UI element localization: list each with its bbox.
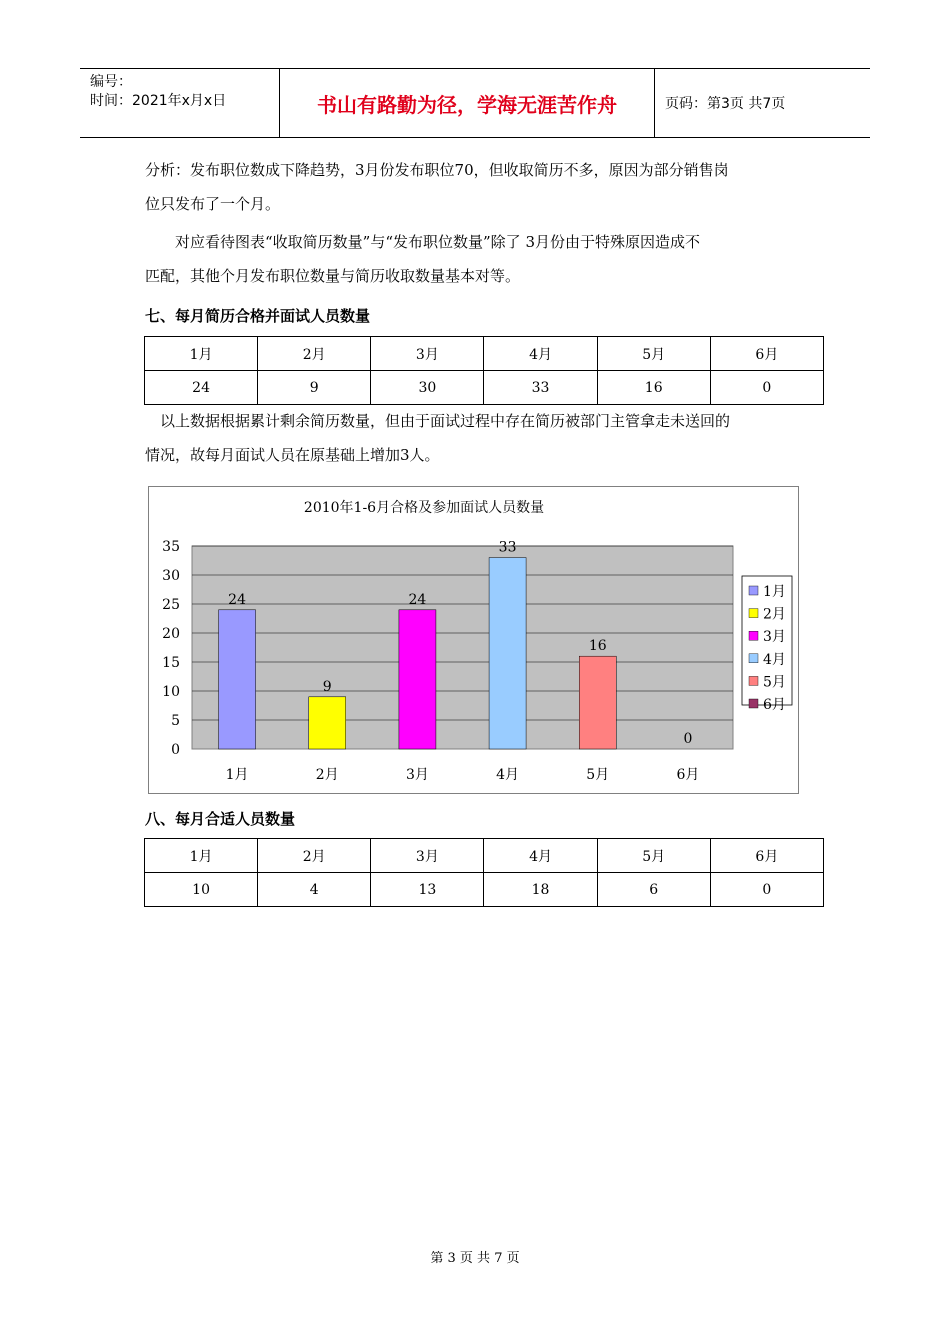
x-tick-label: 3月 xyxy=(405,767,429,783)
header-number: 编号： xyxy=(90,74,132,90)
table-header-cell: 5月 xyxy=(597,839,710,873)
x-tick-label: 4月 xyxy=(496,767,520,783)
data-label: 0 xyxy=(683,731,693,747)
legend-label: 2月 xyxy=(763,606,786,623)
y-tick-label: 10 xyxy=(162,684,180,700)
table-cell: 33 xyxy=(484,371,597,405)
y-tick-label: 20 xyxy=(162,626,180,642)
table-cell: 16 xyxy=(597,371,710,405)
table-row xyxy=(145,873,824,907)
bar xyxy=(579,656,616,749)
y-tick-label: 15 xyxy=(162,655,180,671)
table-cell: 24 xyxy=(145,371,258,405)
comparison-paragraph xyxy=(145,225,810,293)
y-tick-label: 35 xyxy=(162,539,180,555)
plot-area xyxy=(192,546,733,749)
table-header-cell: 6月 xyxy=(710,337,823,371)
data-label: 33 xyxy=(498,539,517,556)
table-header-cell: 3月 xyxy=(371,839,484,873)
table-header-cell: 4月 xyxy=(484,337,597,371)
table-header-cell: 4月 xyxy=(484,839,597,873)
y-tick-label: 0 xyxy=(171,742,180,758)
section7-table xyxy=(144,336,824,405)
table-header-cell: 1月 xyxy=(145,337,258,371)
paragraph-line: 以上数据根据累计剩余简历数量，但由于面试过程中存在简历被部门主管拿走未送回的 xyxy=(160,412,731,430)
page-footer: 第 3 页 共 7 页 xyxy=(430,1251,520,1266)
table-cell: 4 xyxy=(258,873,371,907)
legend-label: 5月 xyxy=(763,674,786,691)
section7-title: 七、每月简历合格并面试人员数量 xyxy=(145,307,371,325)
header-date: 时间：2021年x月x日 xyxy=(90,93,227,109)
data-label: 9 xyxy=(322,678,332,695)
paragraph-line: 情况，故每月面试人员在原基础上增加3人。 xyxy=(145,446,440,464)
x-tick-label: 2月 xyxy=(315,767,339,783)
x-tick-label: 5月 xyxy=(586,767,610,783)
table-cell: 0 xyxy=(710,371,823,405)
table-header-cell: 3月 xyxy=(371,337,484,371)
bar xyxy=(399,610,436,749)
paragraph-line: 对应看待图表“收取简历数量”与“发布职位数量”除了 3月份由于特殊原因造成不 xyxy=(175,233,700,251)
page-header xyxy=(80,68,870,138)
legend-swatch xyxy=(749,609,758,618)
legend-label: 3月 xyxy=(763,629,786,646)
legend-label: 6月 xyxy=(763,697,786,713)
y-tick-label: 5 xyxy=(171,713,180,729)
bar xyxy=(219,610,256,749)
data-label: 24 xyxy=(228,591,246,608)
table-header-cell: 2月 xyxy=(258,337,371,371)
x-tick-label: 6月 xyxy=(676,767,700,783)
header-meta xyxy=(80,69,280,137)
bar xyxy=(489,558,526,749)
y-tick-label: 30 xyxy=(162,568,180,584)
table-header-cell: 5月 xyxy=(597,337,710,371)
analysis-paragraph xyxy=(145,153,810,221)
chart-title: 2010年1-6月合格及参加面试人员数量 xyxy=(303,500,545,516)
table-header-cell: 6月 xyxy=(710,839,823,873)
table-cell: 9 xyxy=(258,371,371,405)
y-tick-label: 25 xyxy=(162,597,180,613)
paragraph-line: 匹配，其他个月发布职位数量与简历收取数量基本对等。 xyxy=(145,267,521,285)
table-header-row xyxy=(145,839,824,873)
note-paragraph xyxy=(145,404,810,472)
legend-label: 1月 xyxy=(763,584,786,600)
header-motto: 书山有路勤为径，学海无涯苦作舟 xyxy=(280,69,655,137)
table-cell: 6 xyxy=(597,873,710,907)
section8-title: 八、每月合适人员数量 xyxy=(145,810,296,828)
x-tick-label: 1月 xyxy=(225,767,249,783)
legend-swatch xyxy=(749,699,758,708)
table-cell: 30 xyxy=(371,371,484,405)
table-cell: 18 xyxy=(484,873,597,907)
bar xyxy=(309,697,346,749)
table-header-cell: 1月 xyxy=(145,839,258,873)
legend-swatch xyxy=(749,654,758,663)
table-row xyxy=(145,371,824,405)
interview-chart xyxy=(148,486,799,794)
paragraph-line: 位只发布了一个月。 xyxy=(145,195,281,213)
legend-label: 4月 xyxy=(763,651,786,668)
header-page-info: 页码：第3页 共7页 xyxy=(665,96,786,112)
table-header-cell: 2月 xyxy=(258,839,371,873)
legend-swatch xyxy=(749,676,758,685)
data-label: 16 xyxy=(588,638,607,655)
data-label: 24 xyxy=(408,591,427,608)
table-cell: 0 xyxy=(710,873,823,907)
section8-table xyxy=(144,838,824,907)
paragraph-line: 分析：发布职位数成下降趋势，3月份发布职位70，但收取简历不多，原因为部分销售岗 xyxy=(145,161,729,179)
legend-swatch xyxy=(749,631,758,640)
chart-svg xyxy=(149,487,798,793)
legend-swatch xyxy=(749,586,758,595)
table-cell: 13 xyxy=(371,873,484,907)
table-cell: 10 xyxy=(145,873,258,907)
table-header-row xyxy=(145,337,824,371)
